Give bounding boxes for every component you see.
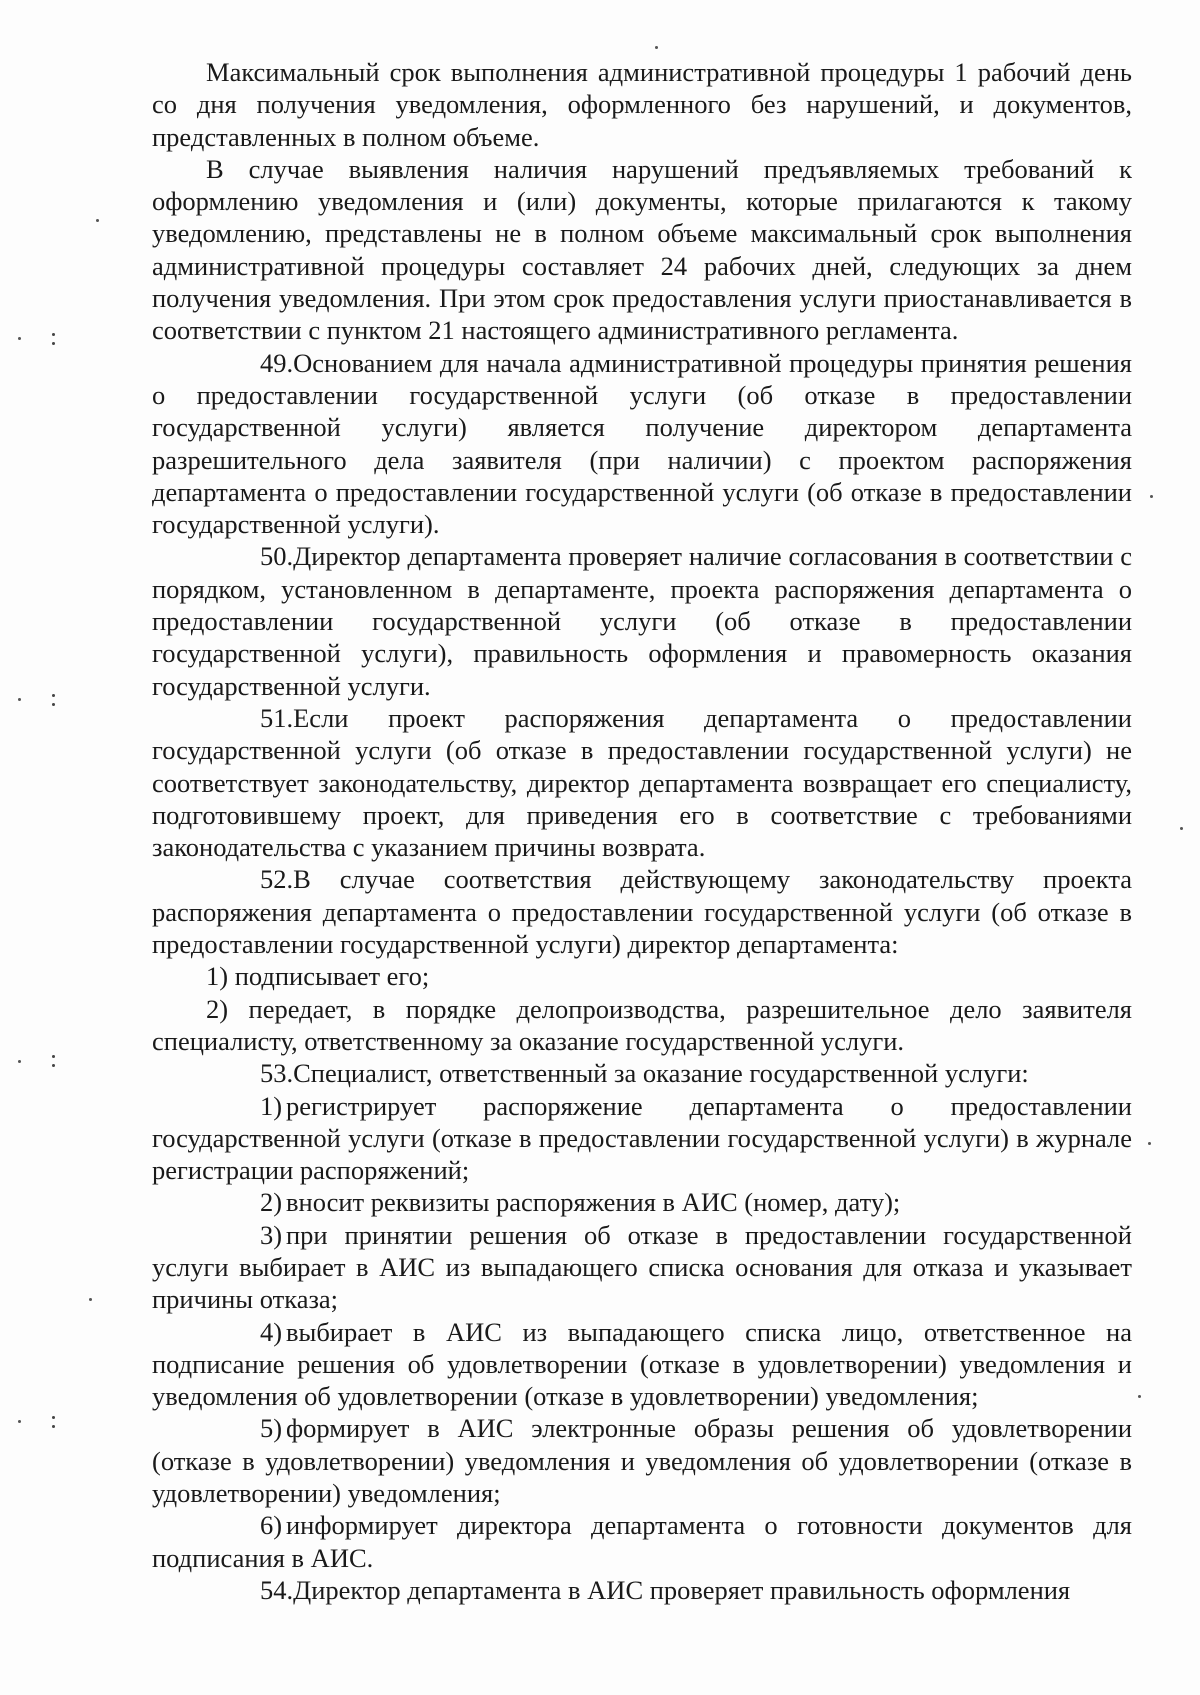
scan-artifact <box>18 1060 21 1063</box>
paragraph-52 <box>152 863 1132 960</box>
scan-artifact <box>18 698 21 701</box>
paragraph-text: 1) подписывает его; <box>206 961 430 992</box>
paragraph-text: Максимальный срок выполнения административной процедуры 1 рабочий день со дня получения уведомления, оформленного без нарушений, и документов, представленных в полном объеме. <box>152 57 1132 152</box>
list-number: 2) <box>260 1187 283 1218</box>
paragraph-text: информирует директора департамента о готовности документов для подписания в АИС. <box>152 1510 1132 1573</box>
list-item-53-1 <box>152 1090 1132 1187</box>
list-number: 4) <box>260 1316 283 1347</box>
scan-artifact <box>18 1420 21 1423</box>
list-number: 3) <box>260 1219 283 1250</box>
paragraph-text: 2) передает, в порядке делопроизводства, разрешительное дело заявителя специалисту, ответственному за оказание государственной услуги. <box>152 993 1132 1056</box>
clause-number: 54. <box>260 1574 294 1605</box>
scan-artifact <box>1138 1395 1141 1398</box>
clause-number: 49. <box>260 347 294 378</box>
paragraph-text: Директор департамента проверяет наличие согласования в соответствии с порядком, установленном в департаменте, проекта распоряжения департамента о предоставлении государственной услуги (об отказе в предоставлении государственной услуги), правильность оформления и правомерность оказания государственной услуги. <box>152 541 1132 701</box>
paragraph-54 <box>152 1574 1132 1606</box>
paragraph-text: Если проект распоряжения департамента о предоставлении государственной услуги (об отказе в предоставлении государственной услуги) не соответствует законодательству, директор департамента возвращает его специалисту, подготовившему проект, для приведения его в соответствие с требованиями законодательства с указанием причины возврата. <box>152 702 1132 863</box>
paragraph-text: регистрирует распоряжение департамента о предоставлении государственной услуги (отказе в предоставлении государственной услуги) в журнале регистрации распоряжений; <box>152 1090 1132 1186</box>
scan-artifact <box>52 333 55 345</box>
list-number: 5) <box>260 1413 283 1444</box>
scan-artifact <box>655 46 658 49</box>
scan-artifact <box>52 1055 55 1067</box>
scan-artifact <box>96 219 99 222</box>
scan-artifact <box>18 337 21 340</box>
paragraph-50 <box>152 540 1132 701</box>
paragraph-text: В случае выявления наличия нарушений предъявляемых требований к оформлению уведомления и (или) документы, которые прилагаются к такому уведомлению, представлены не в полном объеме максимальный срок выполнения административной процедуры составляет 24 рабочих дней, следующих за днем получения уведомления. При этом срок предоставления услуги приостанавливается в соответствии с пунктом 21 настоящего административного регламента. <box>152 153 1132 346</box>
paragraph-51 <box>152 702 1132 863</box>
paragraph-text: Директор департамента в АИС проверяет правильность оформления <box>293 1574 1071 1605</box>
clause-number: 51. <box>260 702 294 733</box>
paragraph-text: при принятии решения об отказе в предоставлении государственной услуги выбирает в АИС из выпадающего списка основания для отказа и указывает причины отказа; <box>152 1219 1132 1315</box>
scan-artifact <box>89 1298 92 1301</box>
clause-number: 50. <box>260 541 294 572</box>
clause-number: 52. <box>260 864 294 895</box>
scan-artifact <box>52 1416 55 1428</box>
list-item-53-6 <box>152 1509 1132 1574</box>
list-item-53-4 <box>152 1316 1132 1413</box>
paragraph-49 <box>152 347 1132 541</box>
list-number: 1) <box>260 1090 283 1121</box>
paragraph-text: Основанием для начала административной процедуры принятия решения о предоставлении государственной услуги (об отказе в предоставлении государственной услуги) является получение директором департамента разрешительного дела заявителя (при наличии) с проектом распоряжения департамента о предоставлении государственной услуги (об отказе в предоставлении государственной услуги). <box>152 347 1132 540</box>
scan-artifact <box>1150 495 1153 498</box>
paragraph-text: формирует в АИС электронные образы решения об удовлетворении (отказе в удовлетворении) уведомления и уведомления об удовлетворении (отказе в удовлетворении) уведомления; <box>152 1413 1132 1509</box>
paragraph-text: вносит реквизиты распоряжения в АИС (номер, дату); <box>286 1187 901 1218</box>
list-item-53-3 <box>152 1219 1132 1316</box>
clause-number: 53. <box>260 1058 294 1089</box>
list-item-53-5 <box>152 1412 1132 1509</box>
paragraph-53 <box>152 1057 1132 1089</box>
paragraph-text: выбирает в АИС из выпадающего списка лицо, ответственное на подписание решения об удовлетворении (отказе в удовлетворении) уведомления и уведомления об удовлетворении (отказе в удовлетворении) уведомления; <box>152 1316 1132 1412</box>
paragraph-text: В случае соответствия действующему законодательству проекта распоряжения департамента о предоставлении государственной услуги (об отказе в предоставлении государственной услуги) директор департамента: <box>152 864 1132 960</box>
scan-artifact <box>1180 827 1183 830</box>
list-item-52-1 <box>152 960 1132 992</box>
list-item-52-2 <box>152 993 1132 1058</box>
paragraph-violations <box>152 153 1132 347</box>
list-number: 6) <box>260 1510 283 1541</box>
scan-artifact <box>1148 1142 1151 1145</box>
paragraph-deadline <box>152 56 1132 153</box>
scan-artifact <box>52 694 55 706</box>
document-body <box>152 56 1132 1606</box>
list-item-53-2 <box>152 1186 1132 1218</box>
paragraph-text: Специалист, ответственный за оказание государственной услуги: <box>293 1058 1029 1089</box>
